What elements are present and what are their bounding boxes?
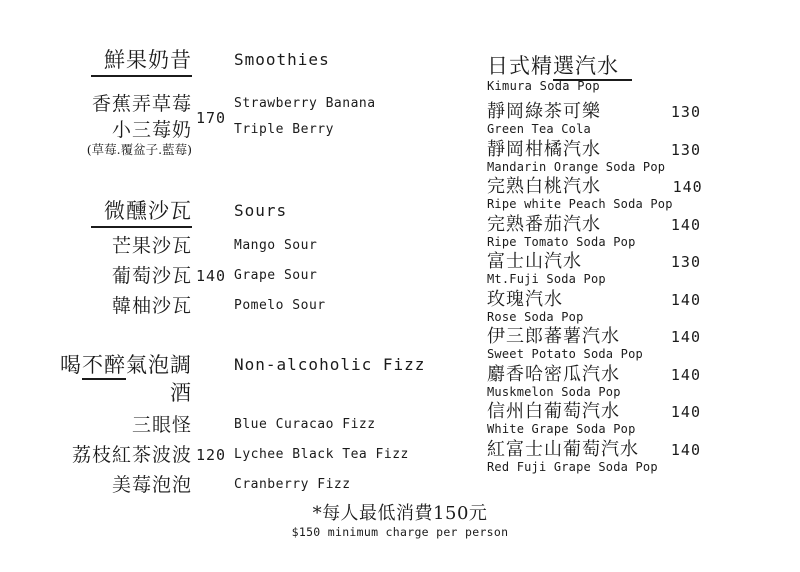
item-name-zh: 伊三郎蕃薯汽水 [487, 326, 620, 347]
smoothies-section [40, 46, 470, 157]
item-price: 130 [670, 140, 701, 159]
item-name-zh: 紅富士山葡萄汽水 [487, 438, 639, 460]
smoothies-heading-row [40, 46, 470, 77]
soda-pop-section [487, 52, 705, 476]
menu-item-row [487, 364, 705, 402]
item-name-en: White Grape Soda Pop [487, 422, 636, 436]
item-name-en: Red Fuji Grape Soda Pop [487, 459, 658, 474]
fizz-section [40, 351, 470, 500]
smoothies-price: 170 [195, 109, 227, 127]
left-menu-column [40, 0, 470, 572]
item-name-zh: 靜岡綠茶可樂 [487, 101, 601, 122]
fizz-heading-row [40, 351, 470, 407]
menu-item-row [487, 101, 705, 139]
fizz-items [40, 410, 470, 500]
item-price: 140 [670, 328, 701, 346]
menu-item-row [40, 231, 470, 261]
menu-item-row [40, 440, 470, 470]
item-name-zh: 香蕉弄草莓 [91, 93, 192, 115]
item-name-en: Green Tea Cola [487, 122, 591, 136]
menu-item-row [40, 117, 470, 157]
sours-section [40, 197, 470, 321]
item-name-en: Triple Berry [234, 122, 334, 137]
menu-item-row [40, 261, 470, 291]
item-name-zh: 信州白葡萄汽水 [487, 401, 620, 422]
item-price: 140 [670, 215, 701, 234]
fizz-price: 120 [195, 446, 227, 464]
menu-item-row [487, 251, 705, 289]
item-name-en: Muskmelon Soda Pop [487, 384, 621, 399]
soda-pop-heading-zh: 日式精選汽水 [487, 52, 705, 80]
smoothies-heading-en: Smoothies [234, 50, 330, 69]
fizz-heading-en: Non-alcoholic Fizz [234, 355, 426, 374]
item-name-zh: 三眼怪 [131, 414, 192, 436]
berries-note: (草莓.覆盆子.藍莓) [86, 142, 192, 157]
item-name-zh: 荔枝紅茶波波 [71, 444, 192, 466]
menu-item-row [40, 91, 470, 117]
item-name-zh: 玫瑰汽水 [487, 288, 563, 310]
item-price: 130 [670, 253, 701, 271]
item-name-en: Blue Curacao Fizz [234, 417, 376, 432]
item-name-zh: 麝香哈密瓜汽水 [487, 363, 620, 385]
item-name-en: Ripe Tomato Soda Pop [487, 234, 636, 249]
menu-item-row [487, 214, 705, 252]
item-price: 140 [672, 178, 703, 196]
item-name-zh: 美莓泡泡 [111, 474, 192, 496]
item-price: 140 [670, 365, 701, 384]
item-price: 140 [670, 440, 701, 459]
item-name-zh: 完熟白桃汽水 [487, 176, 601, 197]
item-name-en: Mt.Fuji Soda Pop [487, 272, 606, 286]
item-name-zh: 小三莓奶 (草莓.覆盆子.藍莓) [40, 117, 192, 157]
fizz-heading-zh: 喝不醉氣泡調酒 [60, 353, 192, 405]
menu-item-row [40, 410, 470, 440]
menu-item-row [487, 326, 705, 364]
sours-heading-en: Sours [234, 201, 288, 220]
item-name-zh: 完熟番茄汽水 [487, 213, 601, 235]
item-name-en: Sweet Potato Soda Pop [487, 347, 643, 361]
sours-heading-zh: 微醺沙瓦 [40, 197, 192, 228]
item-name-en: Lychee Black Tea Fizz [234, 447, 409, 462]
item-price: 140 [670, 403, 701, 421]
menu-item-row [487, 439, 705, 477]
footer-note [0, 503, 800, 540]
item-name-zh: 富士山汽水 [487, 251, 582, 272]
menu-item-row [487, 289, 705, 327]
sours-price: 140 [195, 267, 227, 285]
menu-item-row [40, 470, 470, 500]
sours-heading-row [40, 197, 470, 228]
item-name-zh: 芒果沙瓦 [111, 235, 192, 257]
item-name-en: Cranberry Fizz [234, 477, 351, 492]
sours-items [40, 231, 470, 321]
item-name-zh: 靜岡柑橘汽水 [487, 138, 601, 160]
item-name-zh: 韓柚沙瓦 [111, 295, 192, 317]
item-name-en: Pomelo Sour [234, 298, 326, 313]
item-name-en: Grape Sour [234, 268, 318, 283]
item-name-en: Ripe white Peach Soda Pop [487, 197, 673, 211]
smoothies-heading-zh: 鮮果奶昔 [40, 46, 192, 77]
min-charge-en: $150 minimum charge per person [291, 525, 509, 539]
item-name-en: Rose Soda Pop [487, 309, 584, 324]
item-price: 130 [670, 103, 701, 121]
soda-pop-heading-en: Kimura Soda Pop [487, 79, 600, 93]
menu-item-row [40, 291, 470, 321]
menu-item-row [487, 401, 705, 439]
item-name-en: Mango Sour [234, 238, 318, 253]
item-price: 140 [670, 290, 701, 309]
item-name-zh: 葡萄沙瓦 [111, 265, 192, 287]
menu-item-row [487, 176, 705, 214]
item-name-en: Mandarin Orange Soda Pop [487, 159, 666, 174]
soda-pop-heading [487, 52, 705, 93]
min-charge-zh: *每人最低消費150元 [312, 503, 488, 524]
item-name-en: Strawberry Banana [234, 96, 376, 111]
menu-item-row [487, 139, 705, 177]
smoothies-items [40, 91, 470, 157]
